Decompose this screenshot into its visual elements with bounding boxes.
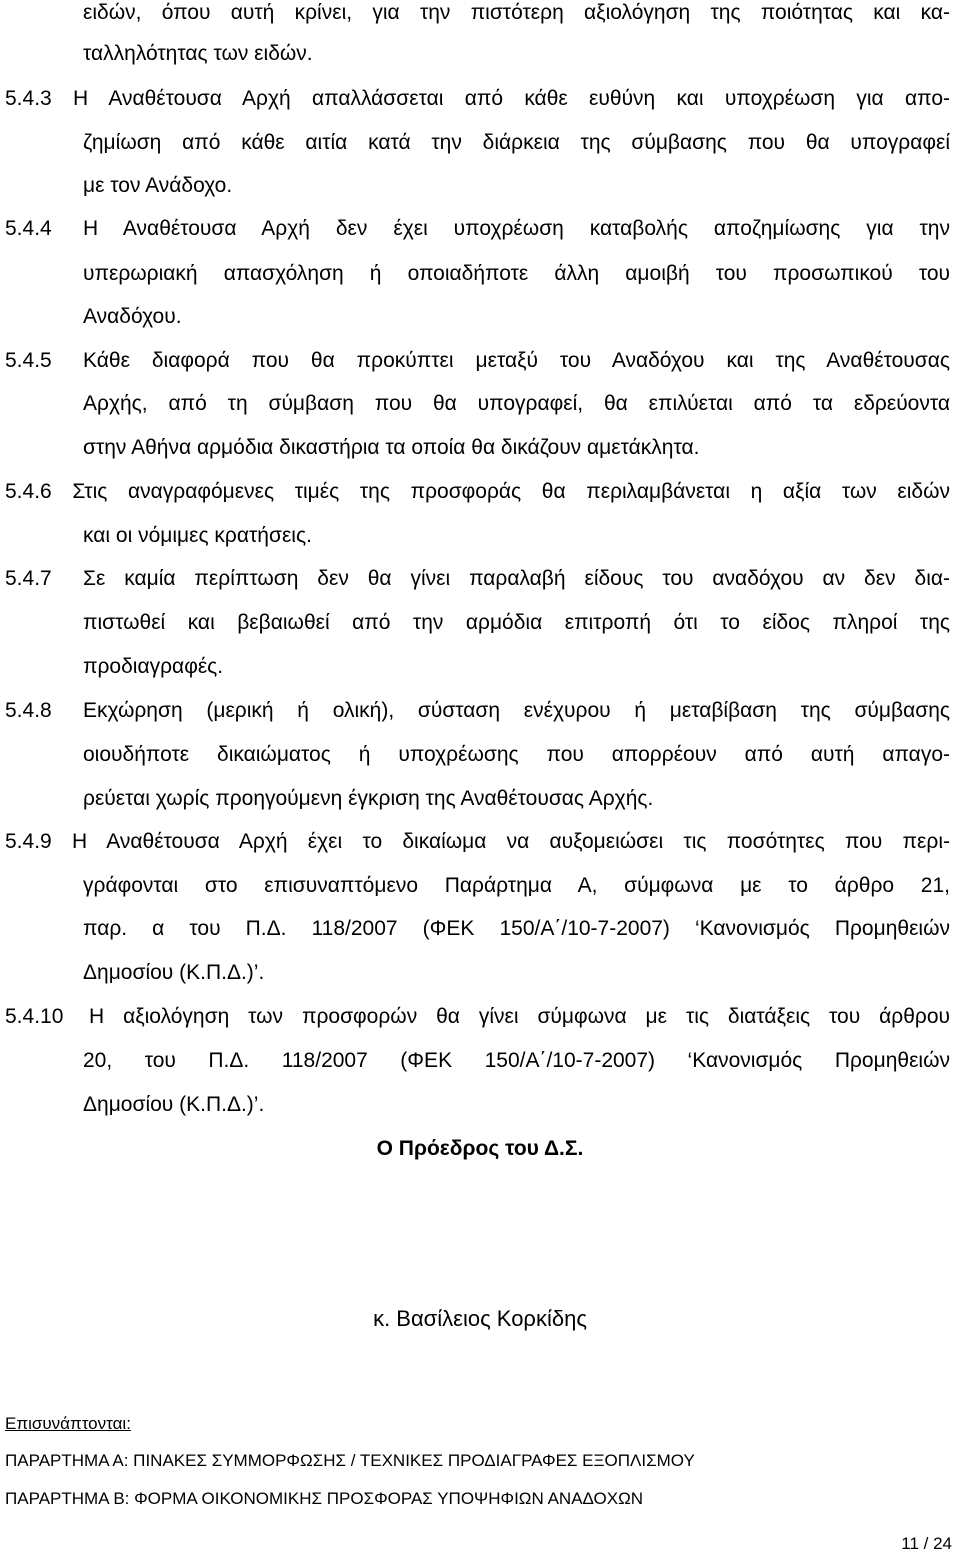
clause-5-4-10-line-3: Δημοσίου (Κ.Π.Δ.)’. <box>83 1093 265 1116</box>
clause-5-4-8-line-1: Εκχώρηση (μερική ή ολική), σύσταση ενέχυρου ή μεταβίβαση της σύμβασης <box>83 699 950 722</box>
attachments-heading: Επισυνάπτονται: <box>5 1414 131 1433</box>
clause-5-4-2-line-1: ειδών, όπου αυτή κρίνει, για την πιστότερη αξιολόγηση της ποιότητας και κα- <box>83 1 950 24</box>
clause-5-4-9-line-2: γράφονται στο επισυναπτόμενο Παράρτημα Α, σύμφωνα με το άρθρο 21, <box>83 874 950 897</box>
clause-5-4-10-line-1: Η αξιολόγηση των προσφορών θα γίνει σύμφωνα με τις διατάξεις του άρθρου <box>89 1005 950 1028</box>
clause-5-4-5-line-2: Αρχής, από τη σύμβαση που θα υπογραφεί, θα επιλύεται από τα εδρεύοντα <box>83 392 950 415</box>
clause-5-4-4-line-2: υπερωριακή απασχόληση ή οποιαδήποτε άλλη αμοιβή του προσωπικού του <box>83 262 950 285</box>
attachment-item-a: ΠΑΡΑΡΤΗΜΑ Α: ΠΙΝΑΚΕΣ ΣΥΜΜΟΡΦΩΣΗΣ / ΤΕΧΝΙΚΕΣ ΠΡΟΔΙΑΓΡΑΦΕΣ ΕΞΟΠΛΙΣΜΟΥ <box>5 1451 695 1470</box>
clause-5-4-5-number: 5.4.5 <box>5 349 52 372</box>
attachment-item-b: ΠΑΡΑΡΤΗΜΑ Β: ΦΟΡΜΑ ΟΙΚΟΝΟΜΙΚΗΣ ΠΡΟΣΦΟΡΑΣ ΥΠΟΨΗΦΙΩΝ ΑΝΑΔΟΧΩΝ <box>5 1489 644 1508</box>
clause-5-4-7-line-2: πιστωθεί και βεβαιωθεί από την αρμόδια επιτροπή ότι το είδος πληροί της <box>83 611 950 634</box>
clause-5-4-3-line-2: ζημίωση από κάθε αιτία κατά την διάρκεια της σύμβασης που θα υπογραφεί <box>83 131 950 154</box>
clause-5-4-4-number: 5.4.4 <box>5 217 52 240</box>
clause-5-4-9-number: 5.4.9 <box>5 830 52 853</box>
clause-5-4-2-line-2: ταλληλότητας των ειδών. <box>83 42 313 65</box>
clause-5-4-9-line-4: Δημοσίου (Κ.Π.Δ.)’. <box>83 961 265 984</box>
signatory-name: κ. Βασίλειος Κορκίδης <box>373 1306 587 1331</box>
clause-5-4-7-line-1: Σε καμία περίπτωση δεν θα γίνει παραλαβή είδους του αναδόχου αν δεν δια- <box>83 567 950 590</box>
clause-5-4-8-number: 5.4.8 <box>5 699 52 722</box>
page-number: 11 / 24 <box>901 1534 952 1553</box>
clause-5-4-8-line-3: ρεύεται χωρίς προηγούμενη έγκριση της Αναθέτουσας Αρχής. <box>83 787 654 810</box>
clause-5-4-6-line-1: 5.4.6 Στις αναγραφόμενες τιμές της προσφοράς θα περιλαμβάνεται η αξία των ειδών <box>5 480 950 503</box>
clause-5-4-8-line-2: οιουδήποτε δικαιώματος ή υποχρέωσης που απορρέουν από αυτή απαγο- <box>83 743 950 766</box>
clause-5-4-4-line-1: Η Αναθέτουσα Αρχή δεν έχει υποχρέωση καταβολής αποζημίωσης για την <box>83 217 950 240</box>
clause-5-4-6-line-2: και οι νόμιμες κρατήσεις. <box>83 524 312 547</box>
signatory-title: Ο Πρόεδρος του Δ.Σ. <box>376 1137 584 1160</box>
clause-5-4-4-line-3: Αναδόχου. <box>83 305 182 328</box>
clause-5-4-7-line-3: προδιαγραφές. <box>83 655 224 678</box>
clause-5-4-9-line-3: παρ. α του Π.Δ. 118/2007 (ΦΕΚ 150/Α΄/10-7-2007) ‘Κανονισμός Προμηθειών <box>83 917 950 940</box>
clause-5-4-5-line-1: Κάθε διαφορά που θα προκύπτει μεταξύ του Αναδόχου και της Αναθέτουσας <box>83 349 950 372</box>
clause-5-4-3-line-1: 5.4.3 Η Αναθέτουσα Αρχή απαλλάσσεται από κάθε ευθύνη και υποχρέωση για απο- <box>5 87 950 110</box>
clause-5-4-7-number: 5.4.7 <box>5 567 52 590</box>
clause-5-4-3-line-3: με τον Ανάδοχο. <box>83 174 233 197</box>
clause-5-4-10-number: 5.4.10 <box>5 1005 64 1028</box>
clause-5-4-10-line-2: 20, του Π.Δ. 118/2007 (ΦΕΚ 150/Α΄/10-7-2007) ‘Κανονισμός Προμηθειών <box>83 1049 950 1072</box>
clause-5-4-5-line-3: στην Αθήνα αρμόδια δικαστήρια τα οποία θα δικάζουν αμετάκλητα. <box>83 436 700 459</box>
clause-5-4-9-line-1: Η Αναθέτουσα Αρχή έχει το δικαίωμα να αυξομειώσει τις ποσότητες που περι- <box>72 830 950 853</box>
